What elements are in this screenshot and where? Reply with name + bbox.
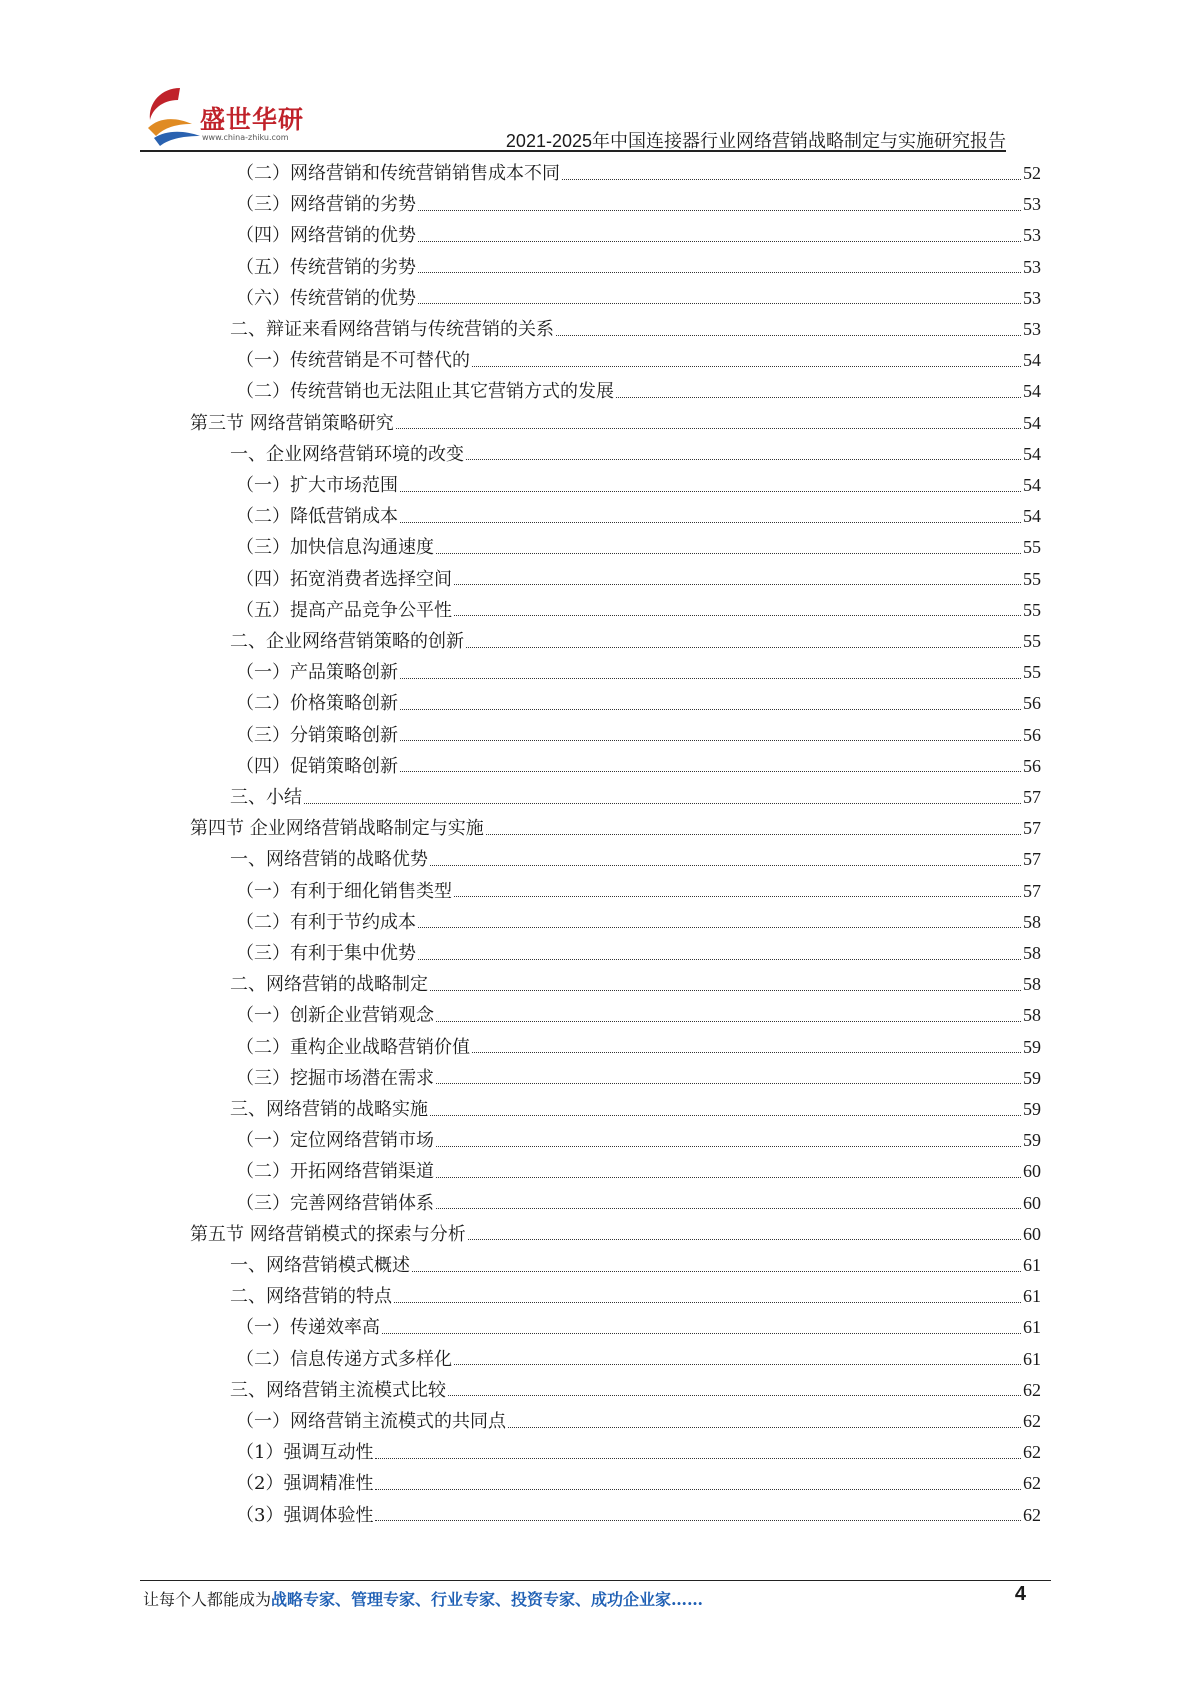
footer-highlight: 战略专家、管理专家、行业专家、投资专家、成功企业家…… bbox=[271, 1590, 704, 1609]
toc-leader-dots bbox=[454, 584, 1021, 585]
toc-leader-dots bbox=[472, 366, 1021, 367]
toc-entry[interactable] bbox=[236, 1439, 1041, 1465]
toc-entry[interactable] bbox=[236, 472, 1041, 498]
toc-entry-page: 54 bbox=[1023, 412, 1041, 433]
toc-entry[interactable] bbox=[236, 1346, 1041, 1372]
toc-entry-page: 54 bbox=[1023, 475, 1041, 495]
toc-leader-dots bbox=[375, 1489, 1021, 1490]
toc-entry-title: （一）产品策略创新 bbox=[236, 662, 398, 684]
toc-leader-dots bbox=[418, 241, 1021, 242]
toc-leader-dots bbox=[400, 771, 1021, 772]
toc-leader-dots bbox=[430, 865, 1021, 866]
toc-entry[interactable] bbox=[236, 222, 1041, 248]
toc-entry-page: 60 bbox=[1023, 1161, 1041, 1182]
toc-leader-dots bbox=[430, 990, 1021, 991]
toc-entry-title: （三）挖掘市场潜在需求 bbox=[236, 1067, 434, 1089]
toc-entry-title: （二）有利于节约成本 bbox=[236, 911, 416, 933]
toc-entry[interactable] bbox=[190, 1221, 1041, 1247]
toc-entry[interactable] bbox=[236, 191, 1041, 217]
toc-entry[interactable] bbox=[230, 441, 1041, 467]
toc-leader-dots bbox=[304, 803, 1021, 804]
toc-entry-title: 三、网络营销的战略实施 bbox=[230, 1099, 428, 1120]
toc-entry-page: 61 bbox=[1023, 1286, 1041, 1307]
toc-leader-dots bbox=[375, 1520, 1021, 1521]
toc-entry[interactable] bbox=[236, 1314, 1041, 1340]
toc-leader-dots bbox=[466, 647, 1021, 648]
toc-entry-page: 57 bbox=[1023, 880, 1041, 901]
footer-slogan bbox=[143, 1587, 703, 1610]
toc-entry-title: （六）传统营销的优势 bbox=[236, 287, 416, 309]
toc-entry-page: 59 bbox=[1023, 1067, 1041, 1088]
toc-leader-dots bbox=[400, 491, 1021, 492]
toc-leader-dots bbox=[436, 1083, 1021, 1084]
toc-entry-page: 59 bbox=[1023, 1099, 1041, 1119]
toc-entry-title: （四）拓宽消费者选择空间 bbox=[236, 568, 452, 590]
toc-entry[interactable] bbox=[236, 909, 1041, 935]
toc-entry-title: （二）网络营销和传统营销销售成本不同 bbox=[236, 163, 560, 184]
toc-entry[interactable] bbox=[236, 254, 1041, 280]
toc-leader-dots bbox=[616, 397, 1021, 398]
toc-entry-page: 53 bbox=[1023, 319, 1041, 339]
toc-entry[interactable] bbox=[236, 285, 1041, 311]
toc-leader-dots bbox=[454, 896, 1021, 897]
toc-entry[interactable] bbox=[236, 160, 1041, 186]
toc-entry-page: 56 bbox=[1023, 755, 1041, 776]
toc-entry-title: （四）促销策略创新 bbox=[236, 755, 398, 777]
toc-entry-title: 二、企业网络营销策略的创新 bbox=[230, 631, 464, 652]
toc-entry-title: 第五节 网络营销模式的探索与分析 bbox=[190, 1223, 466, 1245]
toc-entry-page: 56 bbox=[1023, 693, 1041, 714]
toc-entry-title: （五）提高产品竞争公平性 bbox=[236, 599, 452, 621]
toc-entry-title: 二、网络营销的战略制定 bbox=[230, 974, 428, 996]
toc-entry-title: （一）扩大市场范围 bbox=[236, 475, 398, 496]
toc-entry-page: 61 bbox=[1023, 1348, 1041, 1369]
toc-leader-dots bbox=[418, 210, 1021, 211]
toc-leader-dots bbox=[436, 1021, 1021, 1022]
toc-entry-title: （一）传递效率高 bbox=[236, 1317, 380, 1339]
toc-entry[interactable] bbox=[230, 846, 1041, 872]
toc-entry-page: 61 bbox=[1023, 1317, 1041, 1338]
toc-leader-dots bbox=[448, 1395, 1021, 1396]
toc-entry-page: 55 bbox=[1023, 599, 1041, 620]
toc-entry-title: （一）创新企业营销观念 bbox=[236, 1005, 434, 1027]
toc-entry-title: （二）重构企业战略营销价值 bbox=[236, 1036, 470, 1058]
toc-entry[interactable] bbox=[236, 1002, 1041, 1028]
toc-entry-page: 54 bbox=[1023, 443, 1041, 464]
toc-entry-title: （四）网络营销的优势 bbox=[236, 225, 416, 247]
toc-entry-title: 第四节 企业网络营销战略制定与实施 bbox=[190, 818, 484, 840]
toc-entry[interactable] bbox=[236, 566, 1041, 592]
toc-leader-dots bbox=[400, 709, 1021, 710]
toc-entry-title: （三）网络营销的劣势 bbox=[236, 194, 416, 216]
toc-leader-dots bbox=[418, 272, 1021, 273]
toc-entry[interactable] bbox=[236, 503, 1041, 529]
toc-entry-title: （二）开拓网络营销渠道 bbox=[236, 1161, 434, 1183]
toc-entry-title: （五）传统营销的劣势 bbox=[236, 256, 416, 278]
toc-entry-page: 57 bbox=[1023, 849, 1041, 870]
toc-entry[interactable] bbox=[236, 378, 1041, 404]
toc-entry-title: （三）加快信息沟通速度 bbox=[236, 537, 434, 559]
toc-leader-dots bbox=[400, 522, 1021, 523]
toc-entry[interactable] bbox=[236, 940, 1041, 966]
toc-leader-dots bbox=[454, 615, 1021, 616]
toc-entry-title: （3）强调体验性 bbox=[236, 1504, 374, 1526]
toc-entry-page: 54 bbox=[1023, 350, 1041, 371]
toc-leader-dots bbox=[375, 1458, 1021, 1459]
toc-entry-page: 54 bbox=[1023, 506, 1041, 527]
toc-entry-page: 60 bbox=[1023, 1192, 1041, 1213]
toc-leader-dots bbox=[412, 1271, 1021, 1272]
toc-entry[interactable] bbox=[236, 659, 1041, 685]
toc-entry[interactable] bbox=[230, 316, 1041, 342]
toc-entry-title: 三、小结 bbox=[230, 787, 302, 808]
toc-entry-page: 58 bbox=[1023, 974, 1041, 995]
toc-entry-page: 58 bbox=[1023, 1005, 1041, 1026]
toc-entry-title: （二）传统营销也无法阻止其它营销方式的发展 bbox=[236, 381, 614, 403]
toc-leader-dots bbox=[394, 1302, 1021, 1303]
toc-entry[interactable] bbox=[236, 1502, 1041, 1528]
toc-leader-dots bbox=[436, 553, 1021, 554]
logo-url: www.china-zhiku.com bbox=[202, 133, 289, 142]
toc-leader-dots bbox=[418, 303, 1021, 304]
footer-divider bbox=[140, 1580, 1051, 1581]
toc-entry-title: 一、网络营销的战略优势 bbox=[230, 849, 428, 871]
toc-leader-dots bbox=[436, 1208, 1021, 1209]
toc-entry-page: 57 bbox=[1023, 818, 1041, 839]
toc-leader-dots bbox=[418, 927, 1021, 928]
toc-leader-dots bbox=[562, 179, 1021, 180]
toc-entry[interactable] bbox=[190, 410, 1041, 436]
toc-entry[interactable] bbox=[236, 1065, 1041, 1091]
toc-entry[interactable] bbox=[230, 784, 1041, 810]
toc-entry-title: （二）价格策略创新 bbox=[236, 693, 398, 715]
toc-entry-page: 53 bbox=[1023, 194, 1041, 215]
toc-entry-title: （二）降低营销成本 bbox=[236, 506, 398, 528]
toc-entry-title: （三）完善网络营销体系 bbox=[236, 1192, 434, 1214]
toc-leader-dots bbox=[396, 428, 1021, 429]
toc-leader-dots bbox=[382, 1333, 1021, 1334]
toc-entry-page: 56 bbox=[1023, 724, 1041, 745]
toc-entry-title: 二、网络营销的特点 bbox=[230, 1286, 392, 1308]
toc-entry-page: 55 bbox=[1023, 662, 1041, 683]
logo-title: 盛世华研 bbox=[200, 105, 305, 134]
toc-leader-dots bbox=[400, 740, 1021, 741]
page-number: 4 bbox=[1014, 1583, 1026, 1605]
toc-entry[interactable] bbox=[230, 1096, 1041, 1122]
toc-entry[interactable] bbox=[230, 628, 1041, 654]
toc-entry[interactable] bbox=[236, 1470, 1041, 1496]
toc-entry-title: （三）有利于集中优势 bbox=[236, 943, 416, 964]
toc-entry-title: 一、网络营销模式概述 bbox=[230, 1255, 410, 1276]
toc-leader-dots bbox=[472, 1052, 1021, 1053]
toc-entry-page: 53 bbox=[1023, 225, 1041, 246]
toc-entry[interactable] bbox=[230, 1283, 1041, 1309]
toc-entry[interactable] bbox=[236, 1158, 1041, 1184]
toc-entry-page: 62 bbox=[1023, 1504, 1041, 1525]
toc-entry-page: 52 bbox=[1023, 163, 1041, 183]
toc-entry[interactable] bbox=[236, 597, 1041, 623]
toc-entry-page: 58 bbox=[1023, 911, 1041, 932]
toc-entry-page: 62 bbox=[1023, 1379, 1041, 1400]
toc-entry-title: （一）定位网络营销市场 bbox=[236, 1130, 434, 1152]
toc-entry-title: （一）传统营销是不可替代的 bbox=[236, 350, 470, 372]
toc-entry-page: 62 bbox=[1023, 1442, 1041, 1463]
toc-entry[interactable] bbox=[236, 1190, 1041, 1216]
footer-prefix: 让每个人都能成为 bbox=[143, 1590, 272, 1609]
toc-entry[interactable] bbox=[236, 1034, 1041, 1060]
toc-entry[interactable] bbox=[236, 534, 1041, 560]
report-title: 2021-2025年中国连接器行业网络营销战略制定与实施研究报告 bbox=[505, 131, 1006, 151]
toc-leader-dots bbox=[418, 959, 1021, 960]
toc-entry-title: 二、辩证来看网络营销与传统营销的关系 bbox=[230, 319, 554, 340]
toc-entry[interactable] bbox=[190, 815, 1041, 841]
toc-entry-title: （一）有利于细化销售类型 bbox=[236, 880, 452, 902]
toc-leader-dots bbox=[466, 459, 1021, 460]
toc-entry-title: （一）网络营销主流模式的共同点 bbox=[236, 1411, 506, 1432]
toc-entry-page: 62 bbox=[1023, 1473, 1041, 1494]
toc-entry-title: 第三节 网络营销策略研究 bbox=[190, 412, 394, 434]
toc-leader-dots bbox=[508, 1427, 1021, 1428]
toc-entry[interactable] bbox=[236, 878, 1041, 904]
toc-leader-dots bbox=[486, 834, 1021, 835]
toc-entry-page: 58 bbox=[1023, 943, 1041, 963]
toc-leader-dots bbox=[436, 1146, 1021, 1147]
toc-entry-title: （1）强调互动性 bbox=[236, 1442, 374, 1464]
toc-entry-page: 53 bbox=[1023, 287, 1041, 308]
toc-entry-page: 57 bbox=[1023, 787, 1041, 807]
toc-entry-title: 三、网络营销主流模式比较 bbox=[230, 1379, 446, 1401]
toc-entry-page: 60 bbox=[1023, 1223, 1041, 1244]
toc-leader-dots bbox=[556, 335, 1021, 336]
toc-entry-page: 55 bbox=[1023, 631, 1041, 651]
toc-entry[interactable] bbox=[236, 722, 1041, 748]
toc-entry-page: 53 bbox=[1023, 256, 1041, 277]
toc-entry-title: （三）分销策略创新 bbox=[236, 724, 398, 746]
toc-entry-page: 55 bbox=[1023, 537, 1041, 558]
toc-entry-page: 54 bbox=[1023, 381, 1041, 402]
toc-entry-page: 61 bbox=[1023, 1255, 1041, 1275]
toc-entry[interactable] bbox=[236, 690, 1041, 716]
toc-entry-page: 59 bbox=[1023, 1036, 1041, 1057]
toc-leader-dots bbox=[436, 1177, 1021, 1178]
toc-entry[interactable] bbox=[236, 347, 1041, 373]
toc-entry-page: 62 bbox=[1023, 1411, 1041, 1431]
toc-entry[interactable] bbox=[230, 1377, 1041, 1403]
toc-entry-page: 55 bbox=[1023, 568, 1041, 589]
toc-entry-page: 59 bbox=[1023, 1130, 1041, 1151]
toc-entry[interactable] bbox=[230, 1252, 1041, 1278]
toc-leader-dots bbox=[400, 678, 1021, 679]
toc-entry[interactable] bbox=[236, 753, 1041, 779]
toc-entry-title: （二）信息传递方式多样化 bbox=[236, 1348, 452, 1370]
toc-entry[interactable] bbox=[230, 971, 1041, 997]
toc-entry[interactable] bbox=[236, 1127, 1041, 1153]
toc-entry-title: （2）强调精准性 bbox=[236, 1473, 374, 1495]
toc-leader-dots bbox=[430, 1115, 1021, 1116]
toc-leader-dots bbox=[468, 1239, 1021, 1240]
header-divider bbox=[140, 150, 1006, 152]
toc-entry[interactable] bbox=[236, 1408, 1041, 1434]
toc-leader-dots bbox=[454, 1364, 1021, 1365]
toc-entry-title: 一、企业网络营销环境的改变 bbox=[230, 443, 464, 465]
